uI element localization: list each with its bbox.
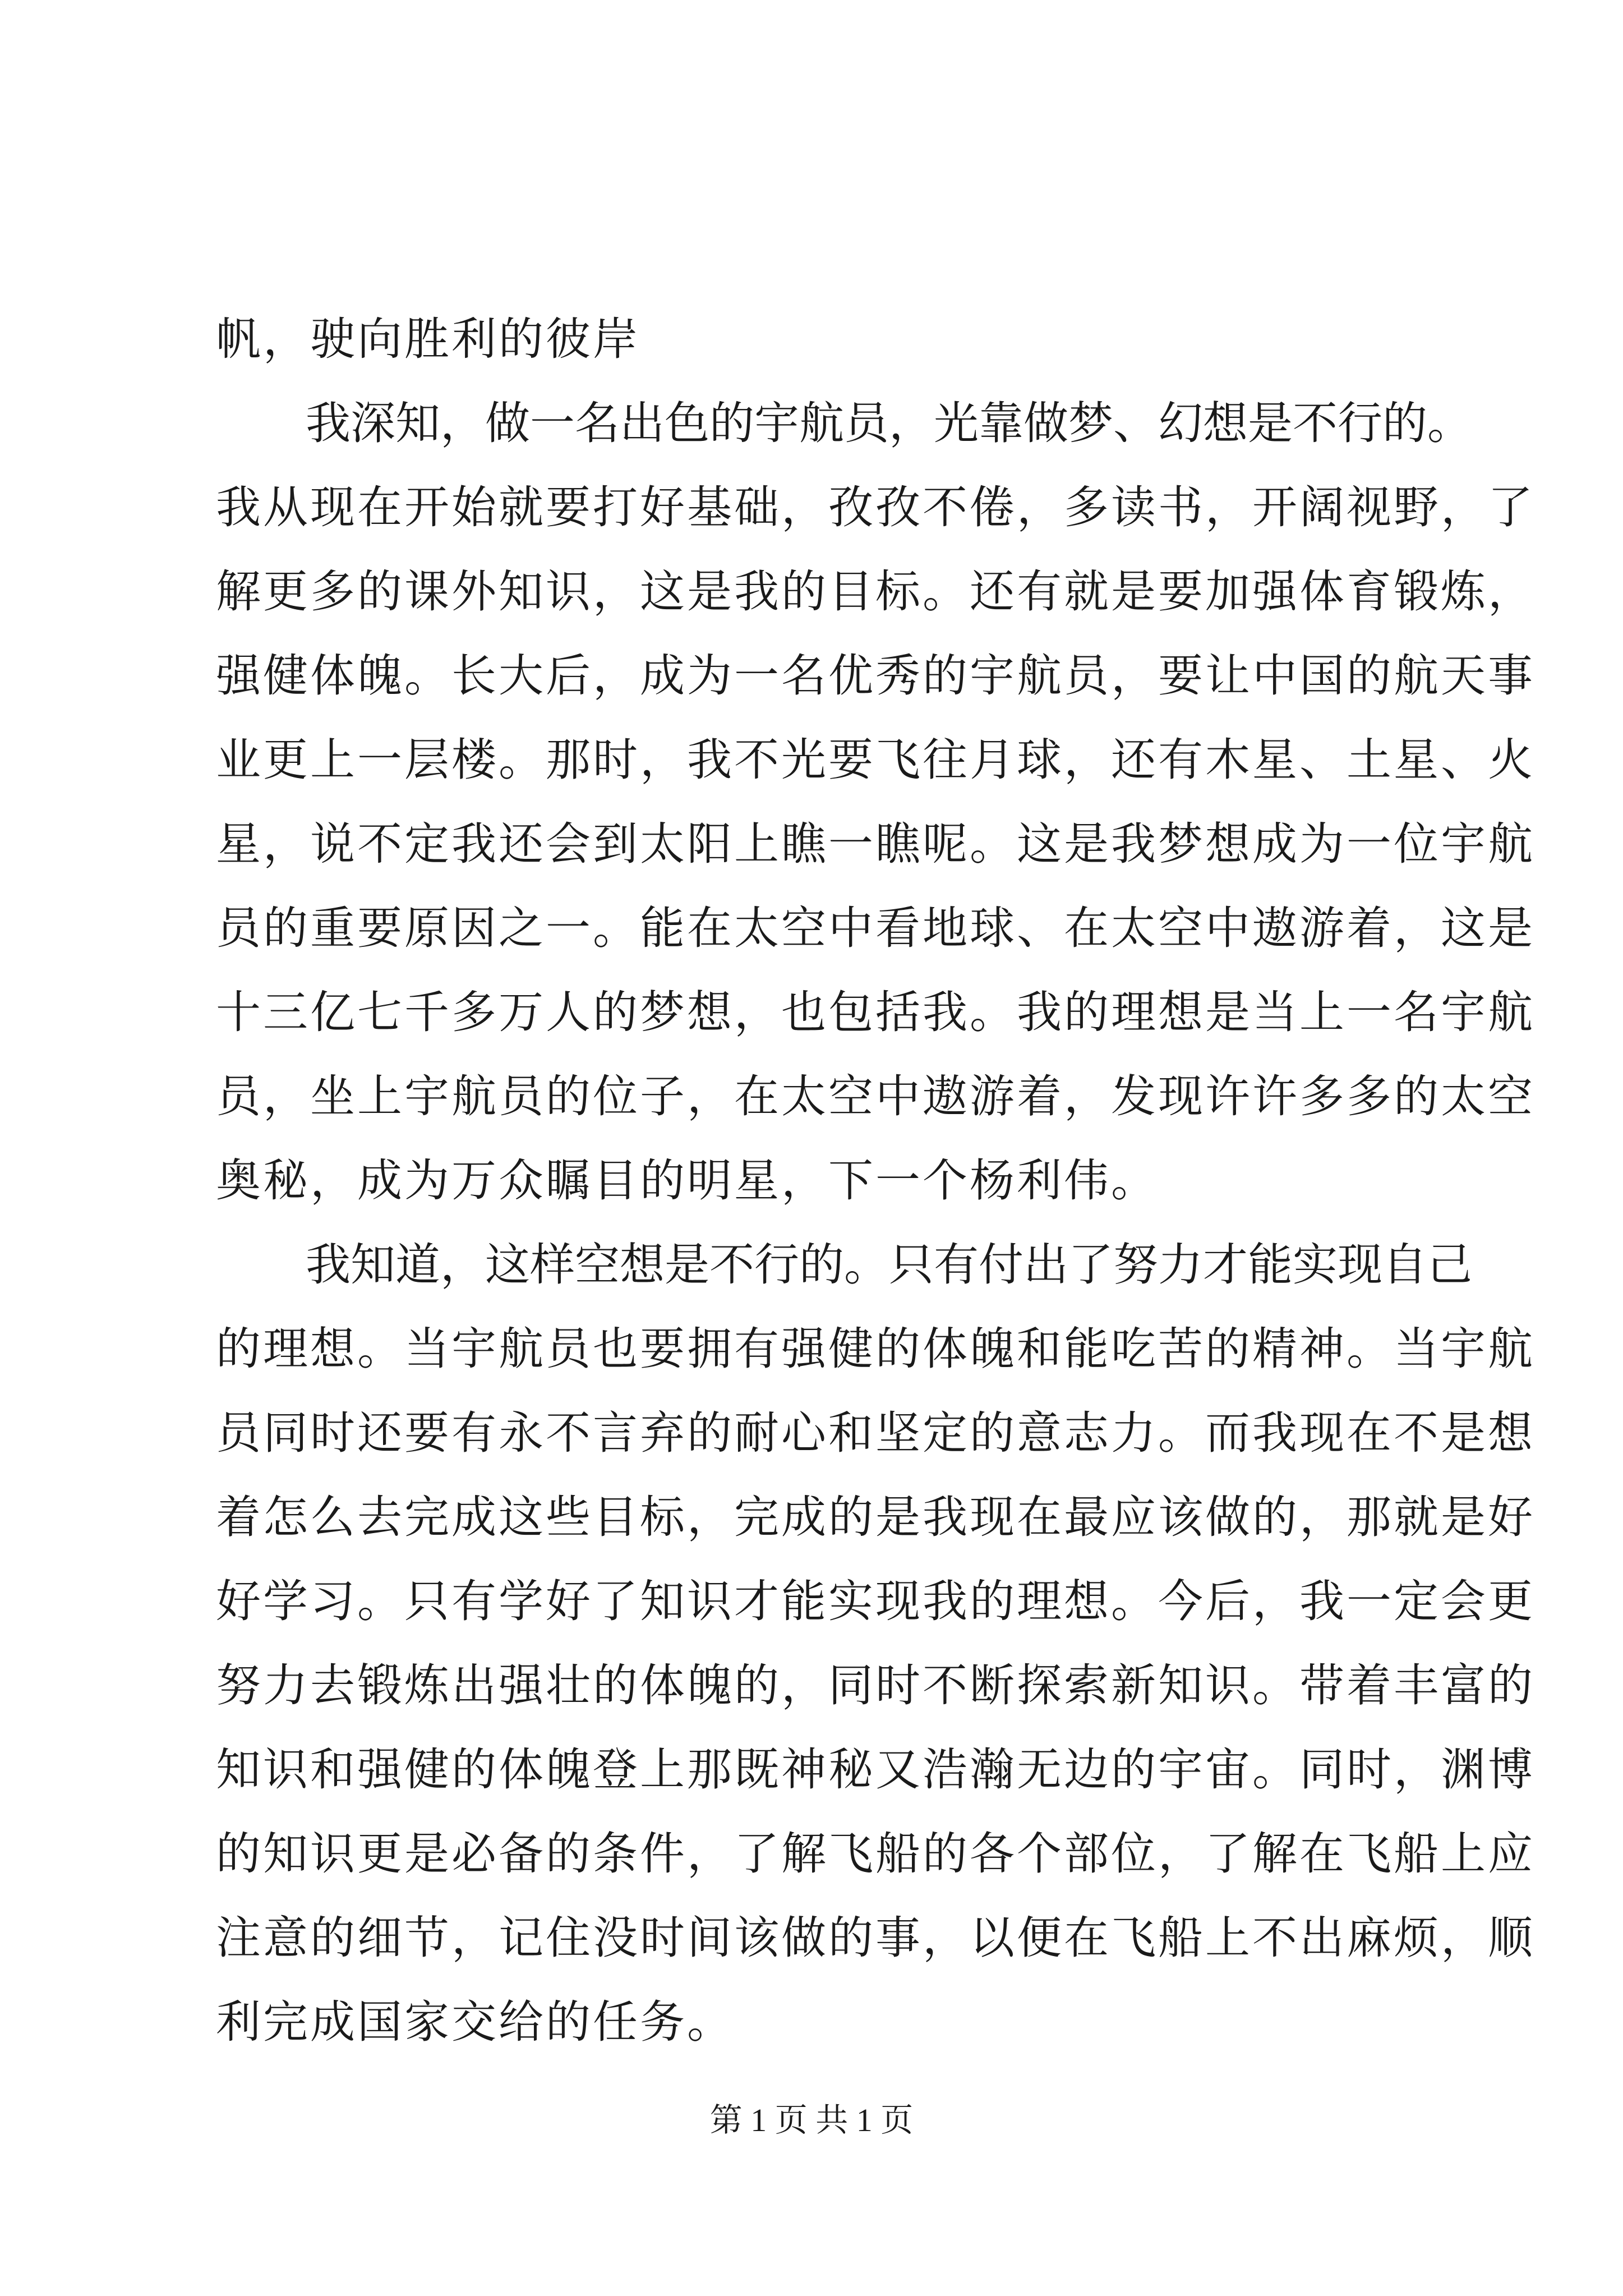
text-line: 的知识更是必备的条件，了解飞船的各个部位，了解在飞船上应	[216, 1828, 1535, 1880]
text-line: 员同时还要有永不言弃的耐心和坚定的意志力。而我现在不是想	[216, 1407, 1535, 1459]
text-line: 员的重要原因之一。能在太空中看地球、在太空中遨游着，这是	[216, 902, 1535, 954]
text-line: 奥秘，成为万众瞩目的明星，下一个杨利伟。	[216, 1154, 1158, 1207]
text-line: 努力去锻炼出强壮的体魄的，同时不断探索新知识。带着丰富的	[216, 1659, 1535, 1711]
text-line: 知识和强健的体魄登上那既神秘又浩瀚无边的宇宙。同时，渊博	[216, 1743, 1535, 1796]
text-line: 解更多的课外知识，这是我的目标。还有就是要加强体育锻炼，	[216, 565, 1535, 618]
text-line: 十三亿七千多万人的梦想，也包括我。我的理想是当上一名宇航	[216, 986, 1535, 1038]
text-line: 我从现在开始就要打好基础，孜孜不倦，多读书，开阔视野，了	[216, 481, 1535, 533]
text-line: 着怎么去完成这些目标，完成的是我现在最应该做的，那就是好	[216, 1491, 1535, 1543]
page-footer: 第 1 页 共 1 页	[709, 2102, 914, 2138]
text-line: 我知道，这样空想是不行的。只有付出了努力才能实现自己	[216, 1239, 1472, 1291]
text-line: 帆，驶向胜利的彼岸	[216, 313, 640, 365]
text-line: 注意的细节，记住没时间该做的事，以便在飞船上不出麻烦，顺	[216, 1912, 1535, 1964]
text-line: 星，说不定我还会到太阳上瞧一瞧呢。这是我梦想成为一位宇航	[216, 818, 1535, 870]
text-line: 的理想。当宇航员也要拥有强健的体魄和能吃苦的精神。当宇航	[216, 1323, 1535, 1375]
text-line: 业更上一层楼。那时，我不光要飞往月球，还有木星、土星、火	[216, 734, 1535, 786]
text-line: 好学习。只有学好了知识才能实现我的理想。今后，我一定会更	[216, 1575, 1535, 1627]
text-line: 强健体魄。长大后，成为一名优秀的宇航员，要让中国的航天事	[216, 650, 1535, 702]
text-line: 员，坐上宇航员的位子，在太空中遨游着，发现许许多多的太空	[216, 1070, 1535, 1122]
text-line: 利完成国家交给的任务。	[216, 1996, 734, 2048]
text-line: 我深知，做一名出色的宇航员，光靠做梦、幻想是不行的。	[216, 397, 1472, 449]
